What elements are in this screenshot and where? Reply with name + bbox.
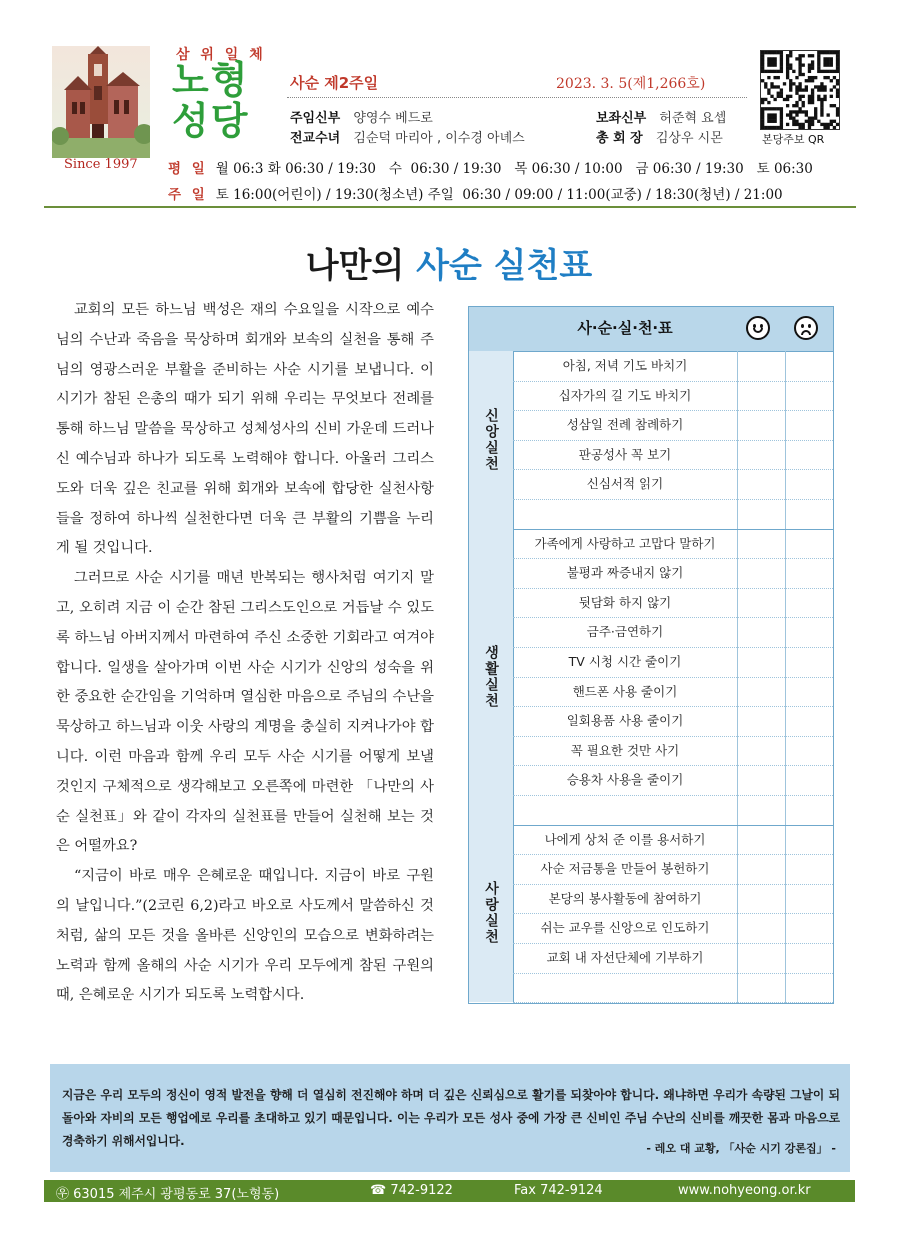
happy-check-cell[interactable] [738,829,784,851]
qr-label: 본당주보 QR [762,133,825,146]
sunday-mass-times [168,183,783,203]
sad-check-cell[interactable] [786,710,832,732]
practice-row [513,677,833,708]
group-label-text: 신앙실천 [483,407,499,472]
smiley-happy-icon [746,316,770,340]
footer-website[interactable]: www.nohyeong.or.kr [678,1183,811,1198]
brand-name-line2: 성당 [172,99,250,143]
practice-row [513,913,833,944]
sad-check-cell[interactable] [786,533,832,555]
sad-check-cell[interactable] [786,829,832,851]
sad-check-cell[interactable] [786,562,832,584]
happy-check-cell[interactable] [738,799,784,821]
happy-check-cell[interactable] [738,533,784,555]
happy-check-cell[interactable] [738,710,784,732]
happy-check-cell[interactable] [738,977,784,999]
practice-row [513,381,833,412]
footer-bar [44,1180,855,1202]
staff-role: 전교수녀 [290,131,341,146]
practice-row [513,736,833,767]
brand-subtitle: 삼 위 일 체 [176,47,266,63]
title-part1: 나만의 [305,246,417,286]
issue-date: 2023. 3. 5(제1,266호) [556,76,706,92]
quote-source: - 레오 대 교황, 「사순 시기 강론집」 - [646,1142,836,1155]
practice-item: 성삼일 전례 참례하기 [566,417,684,433]
sad-check-cell[interactable] [786,355,832,377]
practice-row [513,647,833,678]
practice-item: 교회 내 자선단체에 기부하기 [546,950,704,965]
practice-item: TV 시청 시간 줄이기 [568,654,682,669]
practice-item: 승용차 사용을 줄이기 [566,772,684,788]
happy-check-cell[interactable] [738,414,784,436]
liturgical-season: 사순 제2주일 [290,74,379,92]
church-illustration [52,46,150,158]
weekday-schedule: 월 06:3 화 06:30 / 19:30 수 06:30 / 19:30 목 06:30 / 10:00 금 06:30 / 19:30 토 06:30 [215,161,813,177]
practice-row [513,943,833,974]
page-title [0,238,898,287]
happy-check-cell[interactable] [738,473,784,495]
qr-code[interactable] [760,50,840,130]
sad-check-cell[interactable] [786,414,832,436]
staff-assistant [596,107,726,126]
practice-item: 뒷담화 하지 않기 [578,594,672,610]
sad-check-cell[interactable] [786,888,832,910]
practice-row [513,884,833,915]
staff-role: 총 회 장 [596,131,643,146]
header-divider [287,97,747,98]
quote-text: 지금은 우리 모두의 정신이 영적 발전을 향해 더 열심히 전진해야 하며 더 깊은 신뢰심으로 활기를 되찾아야 합니다. 왜냐하면 우리가 속량된 그날이 되돌아와 자비의 모든 행업에로 우리를 초대하고 있기 때문입니다. 이는 우리가 모든 성사 중에 가장 큰 신비인 주님 수난의 신비를 깨끗한 몸과 마음으로 경축하기 위해서입니다. [62,1088,840,1148]
sad-check-cell[interactable] [786,473,832,495]
staff-president [596,127,723,146]
sad-check-cell[interactable] [786,977,832,999]
happy-check-cell[interactable] [738,503,784,525]
practice-item [513,795,737,825]
practice-item: 금주·금연하기 [586,624,664,640]
practice-row [513,529,833,560]
happy-check-cell[interactable] [738,444,784,466]
happy-check-cell[interactable] [738,681,784,703]
staff-name: 김순덕 마리아 , 이수경 아녜스 [353,131,525,146]
happy-check-cell[interactable] [738,740,784,762]
practice-item: 본당의 봉사활동에 참여하기 [548,890,702,906]
practice-row [513,854,833,885]
table-title: 사·순·실·천·표 [577,319,673,337]
header-rule [44,206,856,208]
happy-check-cell[interactable] [738,385,784,407]
practice-row [513,973,833,1004]
happy-check-cell[interactable] [738,651,784,673]
happy-check-cell[interactable] [738,562,784,584]
practice-row [513,706,833,737]
practice-item: 쉬는 교우를 신앙으로 인도하기 [540,920,710,936]
sad-check-cell[interactable] [786,858,832,880]
practice-item: 핸드폰 사용 줄이기 [572,683,678,699]
happy-check-cell[interactable] [738,917,784,939]
staff-sisters [290,127,525,146]
sad-check-cell[interactable] [786,444,832,466]
sad-check-cell[interactable] [786,592,832,614]
practice-row [513,765,833,796]
group-label [469,825,514,1003]
practice-row [513,440,833,471]
weekday-mass-times [168,157,813,177]
footer-fax: Fax 742-9124 [514,1183,603,1198]
staff-name: 김상우 시몬 [655,131,723,146]
happy-check-cell[interactable] [738,355,784,377]
practice-row [513,795,833,826]
sunday-label: 주 일 [168,187,208,203]
practice-row [513,825,833,856]
practice-item: 일회용품 사용 줄이기 [566,713,684,729]
sad-check-cell[interactable] [786,385,832,407]
group-label [469,529,514,825]
happy-check-cell[interactable] [738,621,784,643]
sad-check-cell[interactable] [786,917,832,939]
article-paragraph: 그러므로 사순 시기를 매년 반복되는 행사처럼 여기지 말고, 오히려 지금 이 순간 참된 그리스도인으로 거듭날 수 있도록 하느님 아버지께서 마련하여 주신 소중한 기회라고 여겨야 합니다. 일생을 살아가며 이번 사순 시기가 신앙의 성숙을 위한 중요한 순간임을 기억하며 열심한 마음으로 주님의 수난을 묵상하고 하느님과 이웃 사랑의 계명을 충실히 지켜나가야 합니다. 이런 마음과 함께 우리 모두 사순 시기를 어떻게 보낼 것인지 구체적으로 생각해보고 오른쪽에 마련한 「나만의 사순 실천표」와 같이 각자의 실천표를 만들어 실천해 보는 것은 어떨까요? [56,570,434,855]
happy-check-cell[interactable] [738,947,784,969]
practice-item: 신심서적 읽기 [586,476,664,492]
group-label [469,351,514,529]
sad-check-cell[interactable] [786,947,832,969]
practice-row [513,469,833,500]
brand-name-line1: 노형 [172,58,250,102]
sunday-schedule: 토 16:00(어린이) / 19:30(청소년) 주일 06:30 / 09:00 / 11:00(교중) / 18:30(청년) / 21:00 [215,187,783,203]
practice-row [513,558,833,589]
practice-row [513,617,833,648]
practice-item: 나에게 상처 준 이를 용서하기 [544,831,706,847]
group-label-text: 사랑실천 [483,881,499,946]
practice-row [513,410,833,441]
article-body [56,296,434,1011]
practice-item: 불평과 짜증내지 않기 [566,565,684,581]
table-header [469,307,833,352]
sad-check-cell[interactable] [786,769,832,791]
weekday-label: 평 일 [168,161,208,177]
happy-check-cell[interactable] [738,888,784,910]
since-year: Since 1997 [64,157,138,172]
happy-check-cell[interactable] [738,592,784,614]
smiley-sad-icon [794,316,818,340]
practice-item: 가족에게 사랑하고 고맙다 말하기 [534,535,716,551]
lent-practice-table [468,306,834,1004]
footer-phone: ☎ 742-9122 [370,1183,453,1198]
practice-item: 사순 저금통을 만들어 봉헌하기 [540,861,710,877]
group-label-text: 생활실천 [483,644,499,709]
quote-box [50,1064,850,1172]
practice-row [513,499,833,530]
happy-check-cell[interactable] [738,858,784,880]
practice-item: 판공성사 꼭 보기 [578,446,672,462]
practice-row [513,588,833,619]
sad-check-cell[interactable] [786,799,832,821]
sad-check-cell[interactable] [786,651,832,673]
sad-check-cell[interactable] [786,681,832,703]
footer-address: ㉾ 63015 제주시 광평동로 37(노형동) [56,1187,280,1202]
title-part2: 사순 실천표 [416,246,593,286]
sad-check-cell[interactable] [786,503,832,525]
article-paragraph: “지금이 바로 매우 은혜로운 때입니다. 지금이 바로 구원의 날입니다.”(2코린 6,2)라고 바오로 사도께서 말씀하신 것처럼, 삶의 모든 것을 올바른 신앙인의 모습으로 변화하려는 노력과 함께 올해의 사순 시기가 우리 모두에게 참된 구원의 때, 은혜로운 시기가 되도록 노력합시다. [56,868,434,1004]
sad-check-cell[interactable] [786,621,832,643]
practice-item [513,973,737,1003]
staff-name: 양영수 베드로 [353,111,433,126]
article-paragraph: 교회의 모든 하느님 백성은 재의 수요일을 시작으로 예수님의 수난과 죽음을 묵상하며 회개와 보속의 실천을 통해 주님의 영광스러운 부활을 준비하는 사순 시기를 보냅니다. 이 시기가 참된 은총의 때가 되기 위해 우리는 무엇보다 전례를 통해 하느님 말씀을 묵상하고 성체성사의 신비 가운데 드러나신 예수님과 하나가 되도록 노력해야 합니다. 아울러 그리스도와 더욱 깊은 친교를 위해 회개와 보속에 합당한 실천사항들을 정하여 하나씩 실천한다면 더욱 큰 부활의 기쁨을 누리게 될 것입니다. [56,302,434,557]
sad-check-cell[interactable] [786,740,832,762]
practice-item: 꼭 필요한 것만 사기 [570,742,680,758]
staff-role: 보좌신부 [596,111,647,126]
staff-role: 주임신부 [290,111,341,126]
staff-name: 허준혁 요셉 [659,111,727,126]
practice-item [513,499,737,529]
staff-pastor [290,107,433,126]
happy-check-cell[interactable] [738,769,784,791]
practice-row [513,351,833,382]
practice-item: 십자가의 길 기도 바치기 [558,387,692,403]
practice-item: 아침, 저녁 기도 바치기 [562,358,688,373]
